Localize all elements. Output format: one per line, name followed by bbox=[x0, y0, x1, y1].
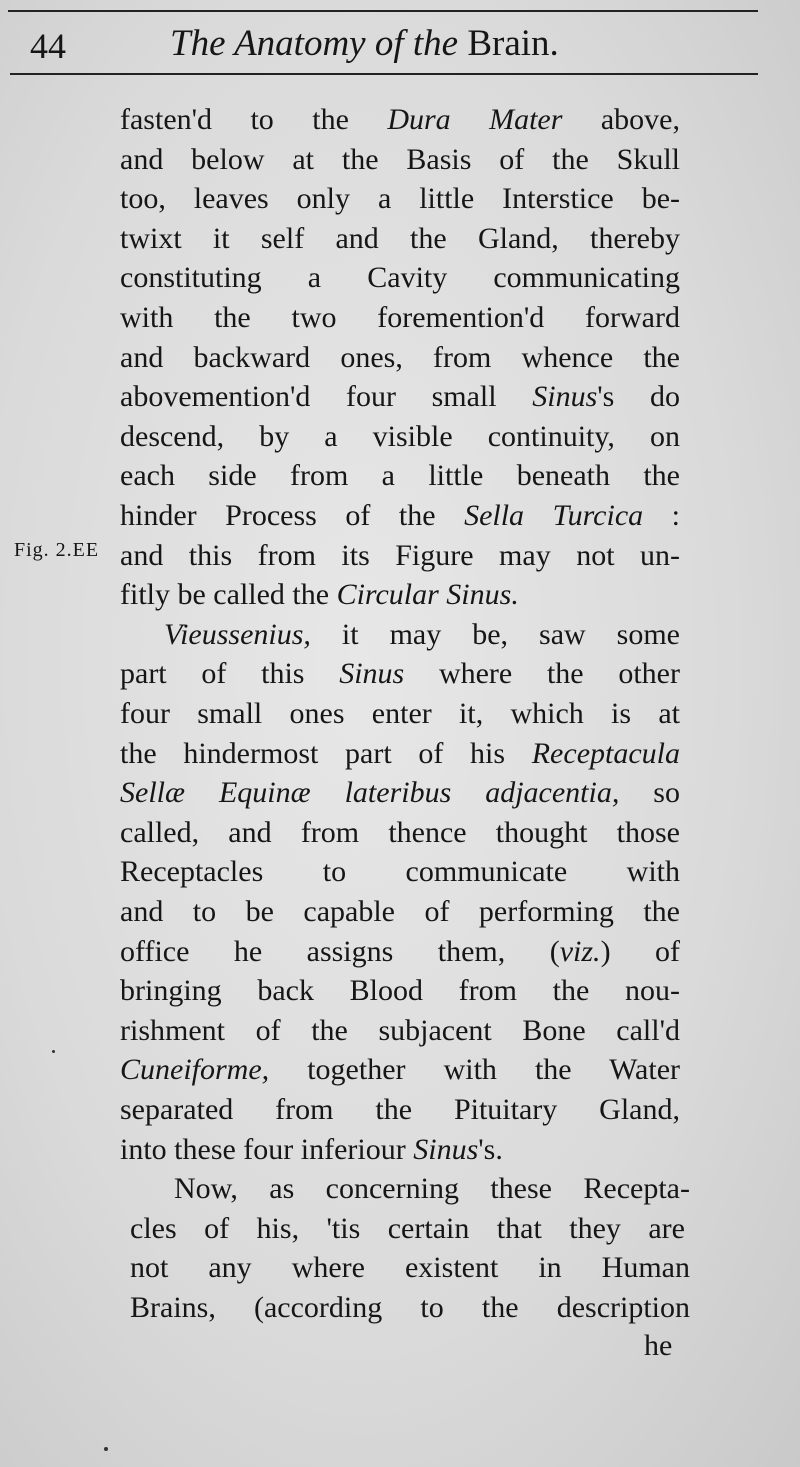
text-span: Dura Mater bbox=[387, 103, 563, 136]
text-span: bringing back Blood from the nou- bbox=[120, 974, 680, 1008]
text-span: 's do bbox=[597, 380, 680, 414]
text-line bbox=[130, 1248, 690, 1288]
text-span: each side from a little beneath the bbox=[120, 459, 680, 493]
text-span: Receptacles to communicate with bbox=[120, 855, 680, 889]
text-span: rishment of the subjacent Bone call'd bbox=[120, 1013, 680, 1047]
text-span: Now, as concerning these Recepta- bbox=[174, 1172, 690, 1206]
text-span: four small ones enter it, which is at bbox=[120, 697, 680, 730]
text-span: Brains, (according to the description bbox=[130, 1291, 690, 1324]
running-head-roman: Brain. bbox=[467, 23, 559, 64]
text-line bbox=[120, 694, 680, 734]
text-line bbox=[120, 417, 680, 457]
text-span: constituting a Cavity communicating bbox=[120, 261, 680, 295]
text-span: part of this bbox=[120, 657, 340, 691]
text-line bbox=[120, 140, 680, 180]
margin-note-figure: Fig. 2.EE bbox=[14, 539, 100, 561]
text-line bbox=[130, 1288, 690, 1328]
text-line bbox=[120, 654, 680, 694]
text-span: with the two foremention'd forward bbox=[120, 301, 680, 334]
text-span: the hindermost part of his bbox=[120, 736, 532, 770]
text-span: Sella Turcica bbox=[464, 499, 644, 532]
text-span: into these four inferiour bbox=[120, 1132, 414, 1166]
text-span: separated from the Pituitary Gland, bbox=[120, 1093, 680, 1126]
catchword: he bbox=[644, 1329, 673, 1362]
text-line bbox=[120, 852, 680, 892]
text-span: and backward ones, from whence the bbox=[120, 340, 680, 374]
text-line bbox=[120, 258, 680, 298]
text-span: and to be capable of performing the bbox=[120, 895, 680, 928]
text-span: cles of his, 'tis certain that they are bbox=[130, 1211, 685, 1245]
text-line bbox=[120, 892, 680, 932]
text-span: and this from its Figure may not un- bbox=[120, 538, 680, 572]
text-line bbox=[120, 1011, 680, 1051]
running-head bbox=[170, 20, 559, 68]
running-head-italic: The Anatomy of the bbox=[170, 23, 459, 64]
text-line bbox=[120, 932, 680, 972]
text-line bbox=[120, 377, 680, 417]
page-number: 44 bbox=[30, 26, 66, 66]
text-span: fasten'd to the bbox=[120, 103, 388, 136]
ink-speck bbox=[52, 1050, 55, 1053]
text-line bbox=[130, 1169, 690, 1209]
text-span: twixt it self and the Gland, thereby bbox=[120, 221, 680, 255]
text-span: abovemention'd four small bbox=[120, 380, 533, 414]
text-line bbox=[120, 615, 680, 655]
text-span: hinder Process of the bbox=[120, 499, 465, 532]
text-span: too, leaves only a little Interstice be- bbox=[120, 182, 680, 216]
text-span: not any where existent in Human bbox=[130, 1251, 690, 1285]
text-span: it may be, saw some bbox=[310, 617, 680, 651]
text-line bbox=[120, 100, 680, 140]
text-line bbox=[120, 456, 680, 496]
text-line bbox=[120, 179, 680, 219]
text-line bbox=[120, 1090, 680, 1130]
text-line bbox=[120, 971, 680, 1011]
text-line bbox=[120, 338, 680, 378]
text-span: so bbox=[619, 776, 680, 810]
text-line bbox=[120, 575, 680, 615]
text-line bbox=[130, 1209, 685, 1249]
text-span: called, and from thence thought those bbox=[120, 815, 680, 849]
text-span: descend, by a visible continuity, on bbox=[120, 419, 680, 453]
text-line bbox=[120, 1050, 680, 1090]
text-span: Receptacula bbox=[531, 736, 680, 770]
text-line bbox=[120, 298, 680, 338]
text-span: Circular Sinus. bbox=[336, 578, 519, 612]
text-line bbox=[120, 773, 680, 813]
text-span: Cuneiforme, bbox=[120, 1053, 270, 1087]
text-span: fitly be called the bbox=[120, 578, 337, 612]
text-span: Sinus bbox=[532, 380, 598, 414]
text-line bbox=[120, 813, 680, 853]
text-span: Sinus bbox=[413, 1132, 479, 1166]
text-span: above, bbox=[562, 103, 680, 136]
text-span: viz. bbox=[559, 934, 601, 968]
text-span: office he assigns them, ( bbox=[120, 934, 560, 968]
text-span: Sellæ Equinæ lateribus adjacentia, bbox=[120, 776, 620, 810]
text-line bbox=[120, 1130, 680, 1170]
text-span: where the other bbox=[404, 657, 680, 691]
text-line bbox=[120, 536, 680, 576]
header-rule-bottom bbox=[10, 73, 758, 75]
ink-speck bbox=[104, 1447, 108, 1451]
text-span: together with the Water bbox=[269, 1053, 680, 1087]
header-rule-top bbox=[8, 10, 758, 12]
text-line bbox=[120, 496, 680, 536]
text-span: and below at the Basis of the Skull bbox=[120, 142, 680, 176]
text-line bbox=[120, 219, 680, 259]
text-span: Sinus bbox=[339, 657, 405, 691]
text-span: 's. bbox=[478, 1132, 503, 1166]
text-span: Vieussenius, bbox=[164, 617, 311, 651]
text-line bbox=[120, 734, 680, 774]
text-span: : bbox=[643, 499, 680, 532]
text-span: ) of bbox=[600, 934, 680, 968]
